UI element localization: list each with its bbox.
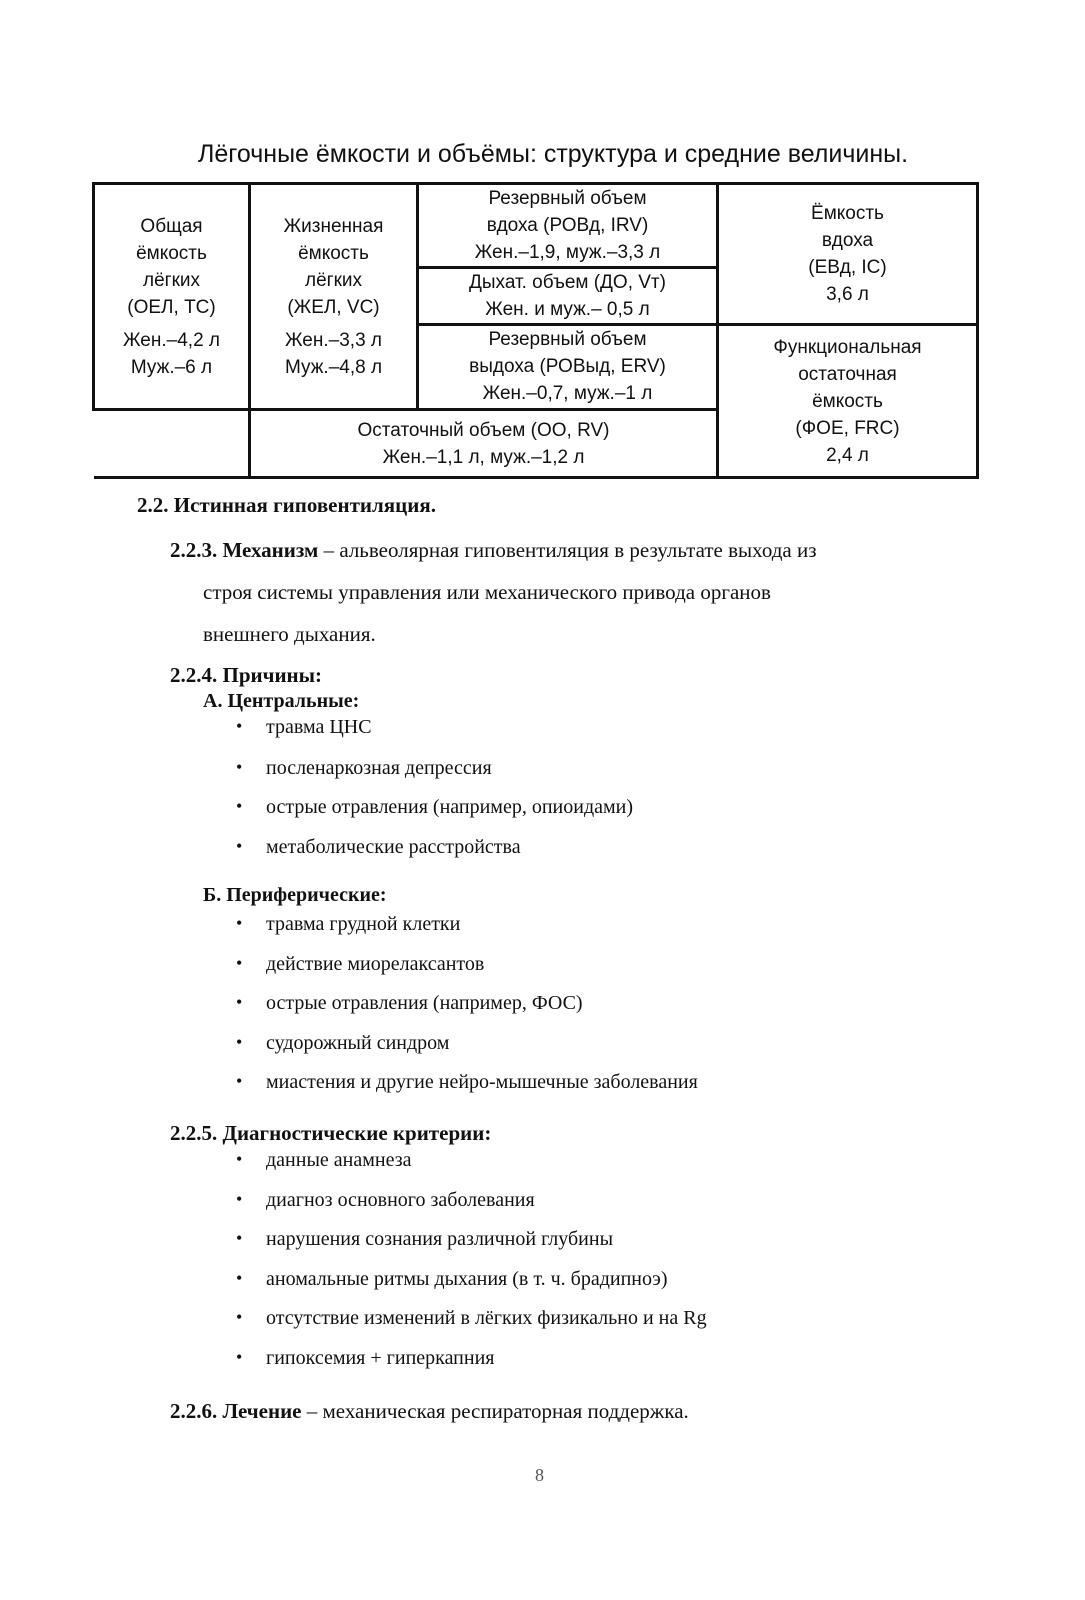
mechanism-line — [170, 538, 817, 563]
bullet-icon: • — [236, 757, 243, 777]
bullet-icon: • — [236, 1228, 243, 1248]
mechanism-line-3: внешнего дыхания. — [203, 622, 376, 646]
cell-vc — [250, 184, 418, 410]
irv-line: Резервный объем — [488, 188, 647, 209]
diagnostics-heading: 2.2.5. Диагностические критерии: — [170, 1121, 492, 1145]
tlc-line: (ОЕЛ, ТС) — [127, 296, 216, 318]
cell-frc — [718, 325, 978, 478]
erv-line: Резервный объем — [488, 329, 647, 350]
bullet-icon: • — [236, 836, 243, 856]
list-item-text: данные анамнеза — [266, 1149, 412, 1171]
lung-volumes-table — [92, 182, 979, 479]
rv-line: Остаточный объем (ОО, RV) — [357, 419, 610, 441]
list-item-text: травма ЦНС — [266, 716, 372, 738]
tlc-line: ёмкость — [136, 242, 207, 264]
vt-line: Дыхат. объем (ДО, Vт) — [469, 272, 666, 293]
irv-value: Жен.–1,9, муж.–3,3 л — [474, 242, 661, 263]
frc-line: ёмкость — [812, 390, 883, 412]
vc-line: лёгких — [304, 269, 362, 291]
erv-line: выдоха (РОВыд, ERV) — [469, 356, 666, 377]
list-item-text: травма грудной клетки — [266, 913, 461, 935]
list-item-text: посленаркозная депрессия — [266, 757, 492, 779]
ic-line: Ёмкость — [811, 203, 884, 224]
ic-value: 3,6 л — [826, 284, 869, 305]
bullet-icon: • — [236, 992, 243, 1012]
page-number: 8 — [535, 1465, 544, 1485]
cell-tlc — [94, 184, 250, 410]
bullet-icon: • — [236, 1307, 243, 1327]
list-item-text: острые отравления (например, опиоидами) — [266, 796, 634, 818]
irv-line: вдоха (РОВд, IRV) — [486, 215, 649, 236]
frc-value: 2,4 л — [826, 444, 869, 466]
list-item-text: судорожный синдром — [266, 1032, 450, 1054]
bullet-icon: • — [236, 913, 243, 933]
list-item-text: действие миорелаксантов — [266, 953, 485, 975]
cell-ic — [718, 184, 978, 325]
cell-rv — [250, 410, 718, 478]
cell-erv — [418, 325, 718, 410]
list-item-text: диагноз основного заболевания — [266, 1189, 535, 1211]
bullet-icon: • — [236, 1347, 243, 1367]
list-item-text: аномальные ритмы дыхания (в т. ч. брадипноэ) — [266, 1268, 668, 1290]
section-heading: 2.2. Истинная гиповентиляция. — [137, 493, 436, 517]
vc-value: Муж.–4,8 л — [284, 356, 383, 378]
frc-line: (ФОЕ, FRC) — [795, 417, 900, 439]
vc-line: (ЖЕЛ, VC) — [287, 296, 380, 318]
tlc-value: Жен.–4,2 л — [123, 329, 220, 351]
rv-value: Жен.–1,1 л, муж.–1,2 л — [382, 446, 585, 468]
ic-line: вдоха — [821, 230, 874, 251]
bullet-icon: • — [236, 1268, 243, 1288]
treatment-line — [170, 1399, 689, 1424]
ic-line: (ЕВд, IC) — [808, 257, 887, 278]
tlc-line: лёгких — [142, 269, 200, 291]
mechanism-text: – альвеолярная гиповентиляция в результате выхода из — [318, 538, 817, 562]
list-item-text: гипоксемия + гиперкапния — [266, 1347, 495, 1369]
list-item-text: отсутствие изменений в лёгких физикально и на Rg — [266, 1307, 707, 1329]
bullet-icon: • — [236, 1149, 243, 1169]
central-heading: А. Центральные: — [203, 690, 360, 712]
bullet-icon: • — [236, 716, 243, 736]
list-item-text: метаболические расстройства — [266, 836, 521, 858]
list-item-text: нарушения сознания различной глубины — [266, 1228, 614, 1250]
vc-line: ёмкость — [298, 242, 369, 264]
vt-value: Жен. и муж.– 0,5 л — [485, 299, 650, 320]
frc-line: остаточная — [798, 363, 897, 385]
vc-value: Жен.–3,3 л — [285, 329, 382, 351]
bullet-icon: • — [236, 1032, 243, 1052]
tlc-value: Муж.–6 л — [130, 356, 213, 378]
erv-value: Жен.–0,7, муж.–1 л — [482, 383, 653, 404]
peripheral-heading: Б. Периферические: — [203, 884, 387, 906]
cell-empty — [94, 410, 250, 478]
mechanism-label: 2.2.3. Механизм — [170, 538, 319, 562]
treatment-text: – механическая респираторная поддержка. — [301, 1399, 689, 1423]
page-title: Лёгочные ёмкости и объёмы: структура и средние величины. — [198, 140, 909, 168]
causes-heading: 2.2.4. Причины: — [170, 663, 323, 687]
cell-vt — [418, 268, 718, 325]
mechanism-line-2: строя системы управления или механического привода органов — [203, 580, 771, 604]
list-item-text: острые отравления (например, ФОС) — [266, 992, 583, 1014]
bullet-icon: • — [236, 796, 243, 816]
bullet-icon: • — [236, 1071, 243, 1091]
treatment-label: 2.2.6. Лечение — [170, 1399, 302, 1423]
tlc-line: Общая — [140, 215, 203, 237]
list-item-text: миастения и другие нейро-мышечные заболевания — [266, 1071, 698, 1093]
bullet-icon: • — [236, 953, 243, 973]
bullet-icon: • — [236, 1189, 243, 1209]
cell-irv — [418, 184, 718, 268]
vc-line: Жизненная — [283, 215, 384, 237]
frc-line: Функциональная — [773, 336, 922, 358]
